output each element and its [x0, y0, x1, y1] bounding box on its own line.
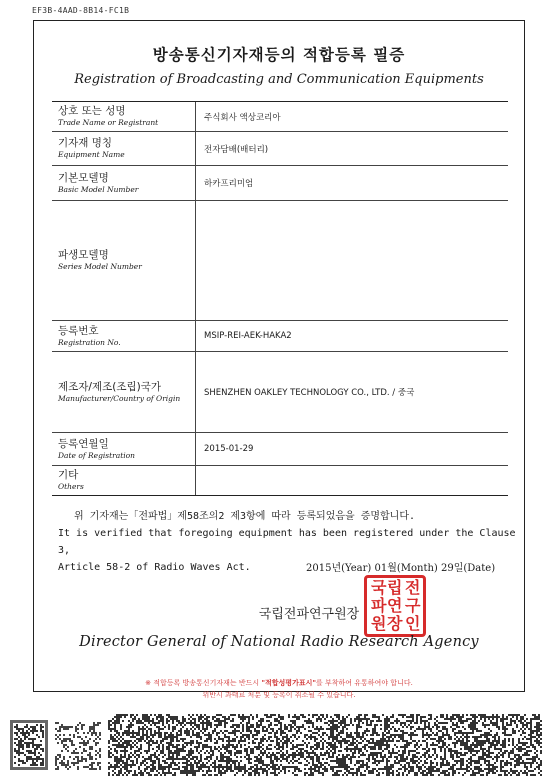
- row-registration-no: [52, 321, 508, 352]
- label-cell: [52, 166, 196, 200]
- label-en: Equipment Name: [58, 150, 125, 159]
- registration-date-value: 2015-01-29: [204, 444, 254, 454]
- label-ko: 제조자/제조(조립)국가: [58, 380, 162, 393]
- issue-date: 2015년(Year) 01월(Month) 29일(Date): [306, 563, 496, 574]
- label-ko: 등록번호: [58, 324, 99, 337]
- label-cell: [52, 466, 196, 495]
- label-en: Series Model Number: [58, 262, 142, 271]
- label-en: Registration No.: [58, 337, 121, 347]
- qr-code-small: [10, 720, 48, 770]
- label-ko: 기본모델명: [58, 171, 109, 184]
- label-cell: [52, 433, 196, 465]
- notice-suffix: 를 부착하여 유통하여야 합니다.: [316, 679, 413, 687]
- label-en: Manufacturer/Country of Origin: [58, 393, 181, 403]
- label-ko: 기타: [58, 469, 79, 481]
- statement-korean: 위 기자재는「전파법」제58조의2 제3항에 따라 등록되었음을 증명합니다.: [74, 511, 416, 522]
- equipment-name-value: 전자담배(배터리): [204, 144, 269, 155]
- row-basic-model: [52, 166, 508, 201]
- authority-english: Director General of National Radio Research Agency: [79, 634, 479, 650]
- label-cell: [52, 102, 196, 131]
- certificate-frame: [33, 20, 525, 699]
- basic-model-value: 하카프리미엄: [204, 179, 254, 189]
- label-ko: 파생모델명: [58, 249, 109, 261]
- label-ko: 기자재 명칭: [58, 137, 113, 149]
- manufacturer-value: SHENZHEN OAKLEY TECHNOLOGY CO., LTD. / 중국: [204, 388, 415, 398]
- label-en: Date of Registration: [58, 450, 135, 460]
- barcode-mid: [55, 722, 101, 770]
- 2d-barcode: [108, 714, 542, 776]
- official-seal: 국 립 전 파 연 구 원 장 인: [364, 575, 426, 637]
- row-registration-date: [52, 433, 508, 466]
- others-value: [196, 466, 508, 495]
- notice-line1: [34, 677, 524, 689]
- label-cell: [52, 352, 196, 432]
- row-series-model: [52, 201, 508, 321]
- label-cell: [52, 132, 196, 165]
- title-korean: 방송통신기자재등의 적합등록 필증: [152, 45, 406, 64]
- registration-table: [52, 101, 508, 496]
- registration-no-value: MSIP-REI-AEK-HAKA2: [204, 331, 292, 341]
- trade-name-value: 주식회사 액상코리아: [204, 112, 281, 123]
- notice-line2: 위반시 과태료 처분 및 등록이 취소될 수 있습니다.: [202, 691, 356, 699]
- row-trade-name: [52, 102, 508, 132]
- row-others: [52, 466, 508, 495]
- title-english: Registration of Broadcasting and Communication Equipments: [74, 72, 484, 87]
- notice-highlight: "적합성평가표시": [261, 679, 317, 687]
- statement-english-line1: It is verified that foregoing equipment has been registered under the Clause 3,: [58, 528, 516, 556]
- series-model-value: [196, 201, 508, 320]
- authority-korean: 국립전파연구원장: [258, 607, 360, 622]
- label-cell: [52, 201, 196, 320]
- label-en: Trade Name or Registrant: [58, 118, 159, 127]
- notice: [34, 677, 524, 701]
- label-en: Basic Model Number: [58, 184, 139, 194]
- notice-prefix: ※ 적합등록 방송통신기자재는 반드시: [145, 679, 260, 687]
- row-manufacturer: [52, 352, 508, 433]
- label-ko: 등록연월일: [58, 437, 109, 450]
- statement-english-line2: Article 58-2 of Radio Waves Act.: [58, 562, 251, 573]
- document-id: EF3B-4AAD-8B14-FC1B: [32, 6, 130, 15]
- label-cell: [52, 321, 196, 351]
- row-equipment-name: [52, 132, 508, 166]
- label-ko: 상호 또는 성명: [58, 105, 126, 117]
- label-en: Others: [58, 482, 84, 491]
